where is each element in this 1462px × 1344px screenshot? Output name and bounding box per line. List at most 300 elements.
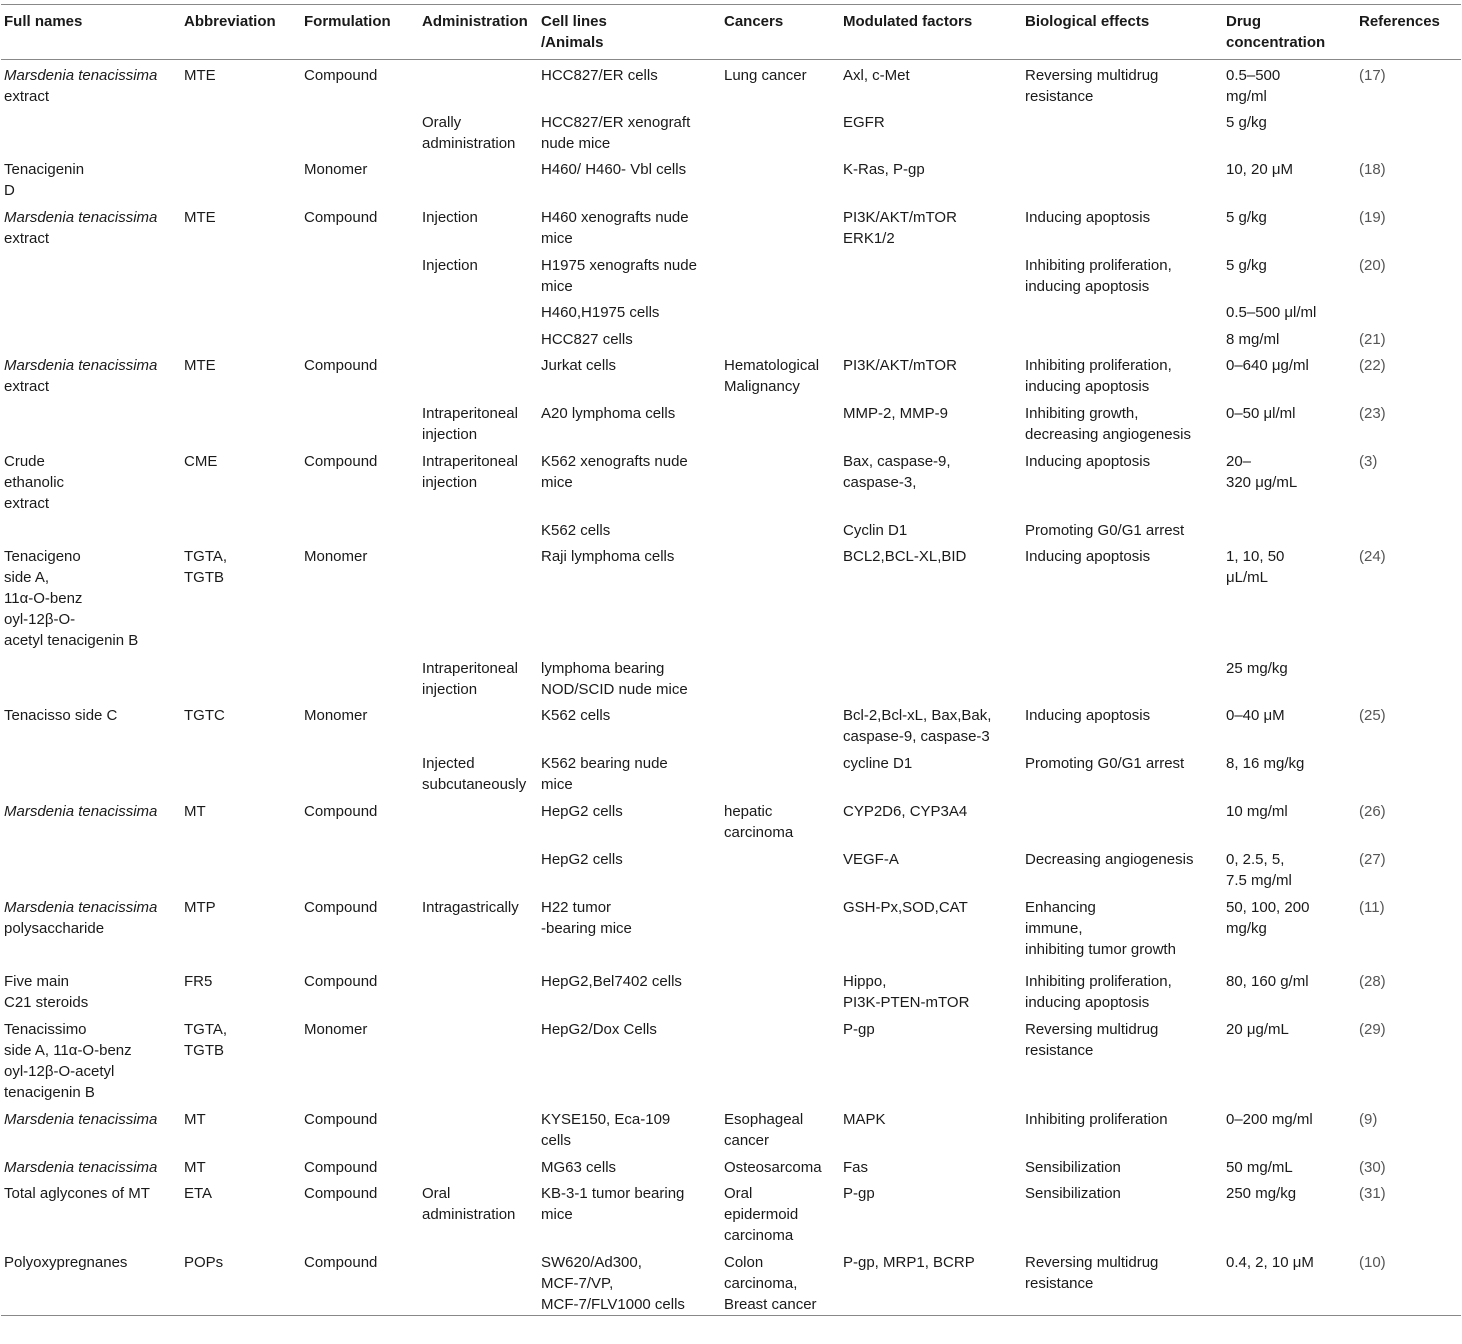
cell-text: carcinoma [724,1227,794,1244]
cell-text: side A, [4,569,50,586]
table-cell [304,60,422,108]
cell-text: Sensibilization [1025,1159,1121,1176]
table-cell [843,107,1025,154]
cell-text: -bearing mice [541,920,632,937]
cell-text: Monomer [304,1021,368,1038]
cell-text: Inhibiting proliferation, [1025,257,1172,274]
table-cell [843,844,1025,892]
cell-text: 5 g/kg [1226,114,1267,131]
table-cell [541,297,724,324]
cell-text: cancer [724,1132,770,1149]
cell-text: EGFR [843,114,885,131]
cell-text: Inducing apoptosis [1025,707,1151,724]
table-cell [304,1104,422,1152]
table-cell [304,324,422,350]
cell-text: KB-3-1 tumor bearing [541,1185,685,1202]
table-cell [541,515,724,541]
cell-text: Sensibilization [1025,1185,1121,1202]
cell-text: GSH-Px,SOD,CAT [843,899,968,916]
table-cell [184,844,304,892]
table-row [1,107,1461,154]
cell-text: Malignancy [724,378,800,395]
cell-text: MCF-7/VP, [541,1275,614,1292]
cell-text: 50 mg/mL [1226,1159,1293,1176]
cell-text: resistance [1025,88,1094,105]
cell-text: H460,H1975 cells [541,304,660,321]
table-cell [541,60,724,108]
table-cell [541,1104,724,1152]
cell-text: HepG2 cells [541,803,623,820]
table-cell [1,748,184,796]
table-cell [724,350,843,398]
table-cell [1226,748,1359,796]
table-cell [1226,1178,1359,1247]
table-cell [1025,1104,1226,1152]
table-cell [724,250,843,297]
table-cell [1,60,184,108]
cell-text: TGTC [184,707,225,724]
table-cell [541,324,724,350]
table-cell [843,515,1025,541]
table-cell [1025,297,1226,324]
cell-text: P-gp [843,1021,875,1038]
column-header [184,5,304,60]
cell-text: 25 mg/kg [1226,660,1288,677]
cell-text: Axl, c-Met [843,67,910,84]
table-cell [1,966,184,1014]
table-cell [843,1152,1025,1178]
cell-text: K562 xenografts nude [541,453,688,470]
column-header [541,5,724,60]
cell-text: CYP2D6, CYP3A4 [843,803,968,820]
cell-text: mice [541,1206,573,1223]
table-cell [304,350,422,398]
cell-text: P-gp [843,1185,875,1202]
reference-link[interactable]: (3) [1359,453,1378,470]
table-cell [1025,1178,1226,1247]
table-cell [843,1247,1025,1316]
table-row [1,250,1461,297]
table-cell [1226,297,1359,324]
reference-link[interactable]: (17) [1359,67,1386,84]
table-cell [724,844,843,892]
table-cell [724,297,843,324]
reference-link[interactable]: (21) [1359,331,1386,348]
table-cell [1025,60,1226,108]
cell-text: D [4,182,15,199]
table-cell [1,324,184,350]
reference-link[interactable]: (31) [1359,1185,1386,1202]
table-cell [1,541,184,653]
table-cell [1226,1014,1359,1104]
cell-text: Compound [304,899,378,916]
cell-text: resistance [1025,1275,1094,1292]
cell-text: carcinoma [724,824,794,841]
table-cell [1,202,184,250]
cell-text: injection [422,681,478,698]
table-cell [1,796,184,844]
table-cell [304,1247,422,1316]
cell-text: Compound [304,803,378,820]
table-cell [1226,398,1359,446]
cell-text: Orally [422,114,462,131]
cell-text: Marsdenia tenacissima [4,357,158,374]
cell-text: POPs [184,1254,224,1271]
table-cell [1025,515,1226,541]
table-cell [541,398,724,446]
cell-text: 8 mg/ml [1226,331,1280,348]
cell-text: Bax, caspase-9, [843,453,951,470]
table-cell [1226,1247,1359,1316]
reference-link[interactable]: (27) [1359,851,1386,868]
cell-text: H22 tumor [541,899,612,916]
table-row [1,1178,1461,1247]
table-cell [843,350,1025,398]
table-cell [1226,541,1359,653]
cell-text: MTE [184,357,216,374]
table-cell [1226,1152,1359,1178]
table-cell [422,796,541,844]
cell-text: 5 g/kg [1226,257,1267,274]
cell-text: 7.5 mg/ml [1226,872,1292,889]
table-cell [1025,324,1226,350]
cell-text: Oral [422,1185,451,1202]
cell-text: HepG2/Dox Cells [541,1021,657,1038]
reference-link[interactable]: (19) [1359,209,1386,226]
cell-text: acetyl tenacigenin B [4,632,139,649]
table-cell [304,202,422,250]
table-cell [541,1178,724,1247]
table-cell [304,154,422,202]
table-row [1,515,1461,541]
table-cell [541,748,724,796]
table-cell [1359,1178,1461,1247]
reference-link[interactable]: (29) [1359,1021,1386,1038]
table-cell [1025,966,1226,1014]
table-row [1,1104,1461,1152]
table-cell [422,1104,541,1152]
cell-text: Raji lymphoma cells [541,548,675,565]
cell-text: Lung cancer [724,67,807,84]
reference-link[interactable]: (23) [1359,405,1386,422]
cell-text: PI3K-PTEN-mTOR [843,994,970,1011]
reference-link[interactable]: (24) [1359,548,1386,565]
cell-text: HepG2 cells [541,851,623,868]
table-row [1,892,1461,966]
table-row [1,202,1461,250]
table-cell [1,250,184,297]
cell-text: Decreasing angiogenesis [1025,851,1194,868]
cell-text: 0–640 μg/ml [1226,357,1309,374]
reference-link[interactable]: (22) [1359,357,1386,374]
table-cell [1226,844,1359,892]
table-cell [843,446,1025,515]
table-cell [1226,700,1359,748]
table-cell [304,844,422,892]
cell-text: Jurkat cells [541,357,617,374]
table-cell [1359,60,1461,108]
table-cell [843,541,1025,653]
reference-link[interactable]: (20) [1359,257,1386,274]
cell-text: TGTA, [184,548,228,565]
cell-text: MTP [184,899,216,916]
table-cell [541,250,724,297]
cell-text: ERK1/2 [843,230,895,247]
table-row [1,1152,1461,1178]
table-cell [1359,700,1461,748]
table-row [1,653,1461,700]
table-cell [422,1152,541,1178]
cell-text: MT [184,803,206,820]
table-cell [184,250,304,297]
table-cell [724,60,843,108]
table-cell [422,1178,541,1247]
column-header-text: Modulated factors [843,13,973,30]
table-cell [422,202,541,250]
reference-link[interactable]: (25) [1359,707,1386,724]
table-cell [1,515,184,541]
table-row [1,700,1461,748]
table-cell [1359,324,1461,350]
table-cell [843,796,1025,844]
table-row [1,60,1461,108]
column-header [843,5,1025,60]
table-cell [1,350,184,398]
column-header [1226,5,1359,60]
table-cell [724,515,843,541]
cell-text: Compound [304,209,378,226]
table-cell [1025,844,1226,892]
table-cell [1359,398,1461,446]
table-row [1,796,1461,844]
table-cell [541,107,724,154]
cell-text: 320 μg/mL [1226,474,1298,491]
cell-text: extract [4,378,50,395]
cell-text: injection [422,474,478,491]
table-cell [422,892,541,966]
cell-text: Intragastrically [422,899,519,916]
table-cell [184,700,304,748]
table-cell [1025,1014,1226,1104]
cell-text: extract [4,230,50,247]
table-cell [724,966,843,1014]
table-cell [541,700,724,748]
reference-link[interactable]: (18) [1359,161,1386,178]
table-cell [724,796,843,844]
cell-text: MAPK [843,1111,886,1128]
table-cell [184,446,304,515]
table-cell [184,892,304,966]
table-cell [1226,202,1359,250]
table-cell [304,1152,422,1178]
column-header-text: Drug [1226,13,1261,30]
reference-link[interactable]: (30) [1359,1159,1386,1176]
cell-text: administration [422,135,516,152]
table-cell [422,350,541,398]
cell-text: Marsdenia tenacissima [4,1111,158,1128]
cell-text: MT [184,1159,206,1176]
table-cell [422,541,541,653]
table-cell [541,1014,724,1104]
table-cell [422,60,541,108]
table-cell [843,700,1025,748]
cell-text: Colon [724,1254,764,1271]
table-cell [1,1178,184,1247]
table-cell [724,1178,843,1247]
table-cell [184,653,304,700]
column-header-text: Administration [422,13,528,30]
table-cell [184,748,304,796]
cell-text: HepG2,Bel7402 cells [541,973,682,990]
table-cell [1025,892,1226,966]
table-row [1,1014,1461,1104]
table-cell [1025,541,1226,653]
table-cell [1359,966,1461,1014]
cell-text: 10 mg/ml [1226,803,1288,820]
cell-text: oyl-12β-O-acetyl [4,1063,115,1080]
cell-text: lymphoma bearing [541,660,665,677]
table-cell [1359,541,1461,653]
table-cell [304,796,422,844]
table-cell [724,1247,843,1316]
table-cell [184,154,304,202]
cell-text: C21 steroids [4,994,89,1011]
cell-text: Monomer [304,707,368,724]
table-cell [304,1014,422,1104]
table-cell [724,700,843,748]
cell-text: Intraperitoneal [422,453,518,470]
table-cell [724,324,843,350]
table-cell [1359,297,1461,324]
cell-text: caspase-3, [843,474,917,491]
reference-link[interactable]: (28) [1359,973,1386,990]
table-cell [304,398,422,446]
cell-text: MTE [184,67,216,84]
table-cell [304,446,422,515]
table-cell [843,250,1025,297]
cell-text: 0–200 mg/ml [1226,1111,1313,1128]
cell-text: Inhibiting growth, [1025,405,1139,422]
table-cell [724,748,843,796]
table-cell [724,202,843,250]
cell-text: side A, 11α-O-benz [4,1042,132,1059]
table-cell [1,446,184,515]
reference-link[interactable]: (9) [1359,1111,1378,1128]
cell-text: mice [541,230,573,247]
cell-text: MT [184,1111,206,1128]
table-cell [1226,892,1359,966]
cell-text: K562 cells [541,522,611,539]
table-cell [422,966,541,1014]
table-cell [843,324,1025,350]
table-cell [1359,202,1461,250]
cell-text: 1, 10, 50 [1226,548,1285,565]
table-cell [1,398,184,446]
reference-link[interactable]: (11) [1359,899,1385,916]
cell-text: ethanolic [4,474,65,491]
cell-text: NOD/SCID nude mice [541,681,688,698]
cell-text: Reversing multidrug [1025,1021,1159,1038]
reference-link[interactable]: (26) [1359,803,1386,820]
table-cell [1025,1152,1226,1178]
table-cell [1025,398,1226,446]
cell-text: Tenacigenin [4,161,85,178]
table-cell [422,107,541,154]
table-cell [422,1247,541,1316]
table-cell [422,700,541,748]
table-cell [184,966,304,1014]
column-header-text: Full names [4,13,83,30]
table-cell [422,297,541,324]
table-cell [1226,796,1359,844]
cell-text: Compound [304,973,378,990]
cell-text: Enhancing [1025,899,1096,916]
cell-text: 0.5–500 [1226,67,1281,84]
cell-text: Esophageal [724,1111,804,1128]
table-cell [1025,1247,1226,1316]
reference-link[interactable]: (10) [1359,1254,1386,1271]
table-cell [1025,796,1226,844]
table-cell [1025,350,1226,398]
cell-text: SW620/Ad300, [541,1254,642,1271]
cell-text: Total aglycones of MT [4,1185,150,1202]
cell-text: resistance [1025,1042,1094,1059]
table-row [1,154,1461,202]
table-cell [541,1247,724,1316]
column-header-text: Abbreviation [184,13,276,30]
table-cell [724,1014,843,1104]
cell-text: MMP-2, MMP-9 [843,405,948,422]
table-row [1,844,1461,892]
cell-text: hepatic [724,803,773,820]
cell-text: 0–50 μl/ml [1226,405,1296,422]
cell-text: Inducing apoptosis [1025,548,1151,565]
table-cell [1,297,184,324]
cell-text: Inhibiting proliferation, [1025,973,1172,990]
column-header [422,5,541,60]
table-cell [304,1178,422,1247]
cell-text: mice [541,474,573,491]
table-cell [843,892,1025,966]
cell-text: Hematological [724,357,820,374]
table-cell [1359,844,1461,892]
table-cell [184,297,304,324]
table-cell [724,1152,843,1178]
cell-text: 0, 2.5, 5, [1226,851,1285,868]
table-cell [541,796,724,844]
cell-text: inducing apoptosis [1025,994,1150,1011]
cell-text: Inhibiting proliferation, [1025,357,1172,374]
cell-text: K562 cells [541,707,611,724]
table-cell [422,250,541,297]
cell-text: Marsdenia tenacissima [4,67,158,84]
cell-text: 0–40 μM [1226,707,1285,724]
table-cell [1226,446,1359,515]
cell-text: extract [4,88,50,105]
cell-text: subcutaneously [422,776,527,793]
table-cell [843,748,1025,796]
table-cell [304,541,422,653]
table-cell [1025,748,1226,796]
cell-text: Inducing apoptosis [1025,453,1151,470]
table-cell [1226,107,1359,154]
table-cell [843,1104,1025,1152]
table-cell [843,202,1025,250]
table-cell [184,1178,304,1247]
table-cell [184,350,304,398]
table-cell [843,398,1025,446]
cell-text: HCC827/ER cells [541,67,658,84]
